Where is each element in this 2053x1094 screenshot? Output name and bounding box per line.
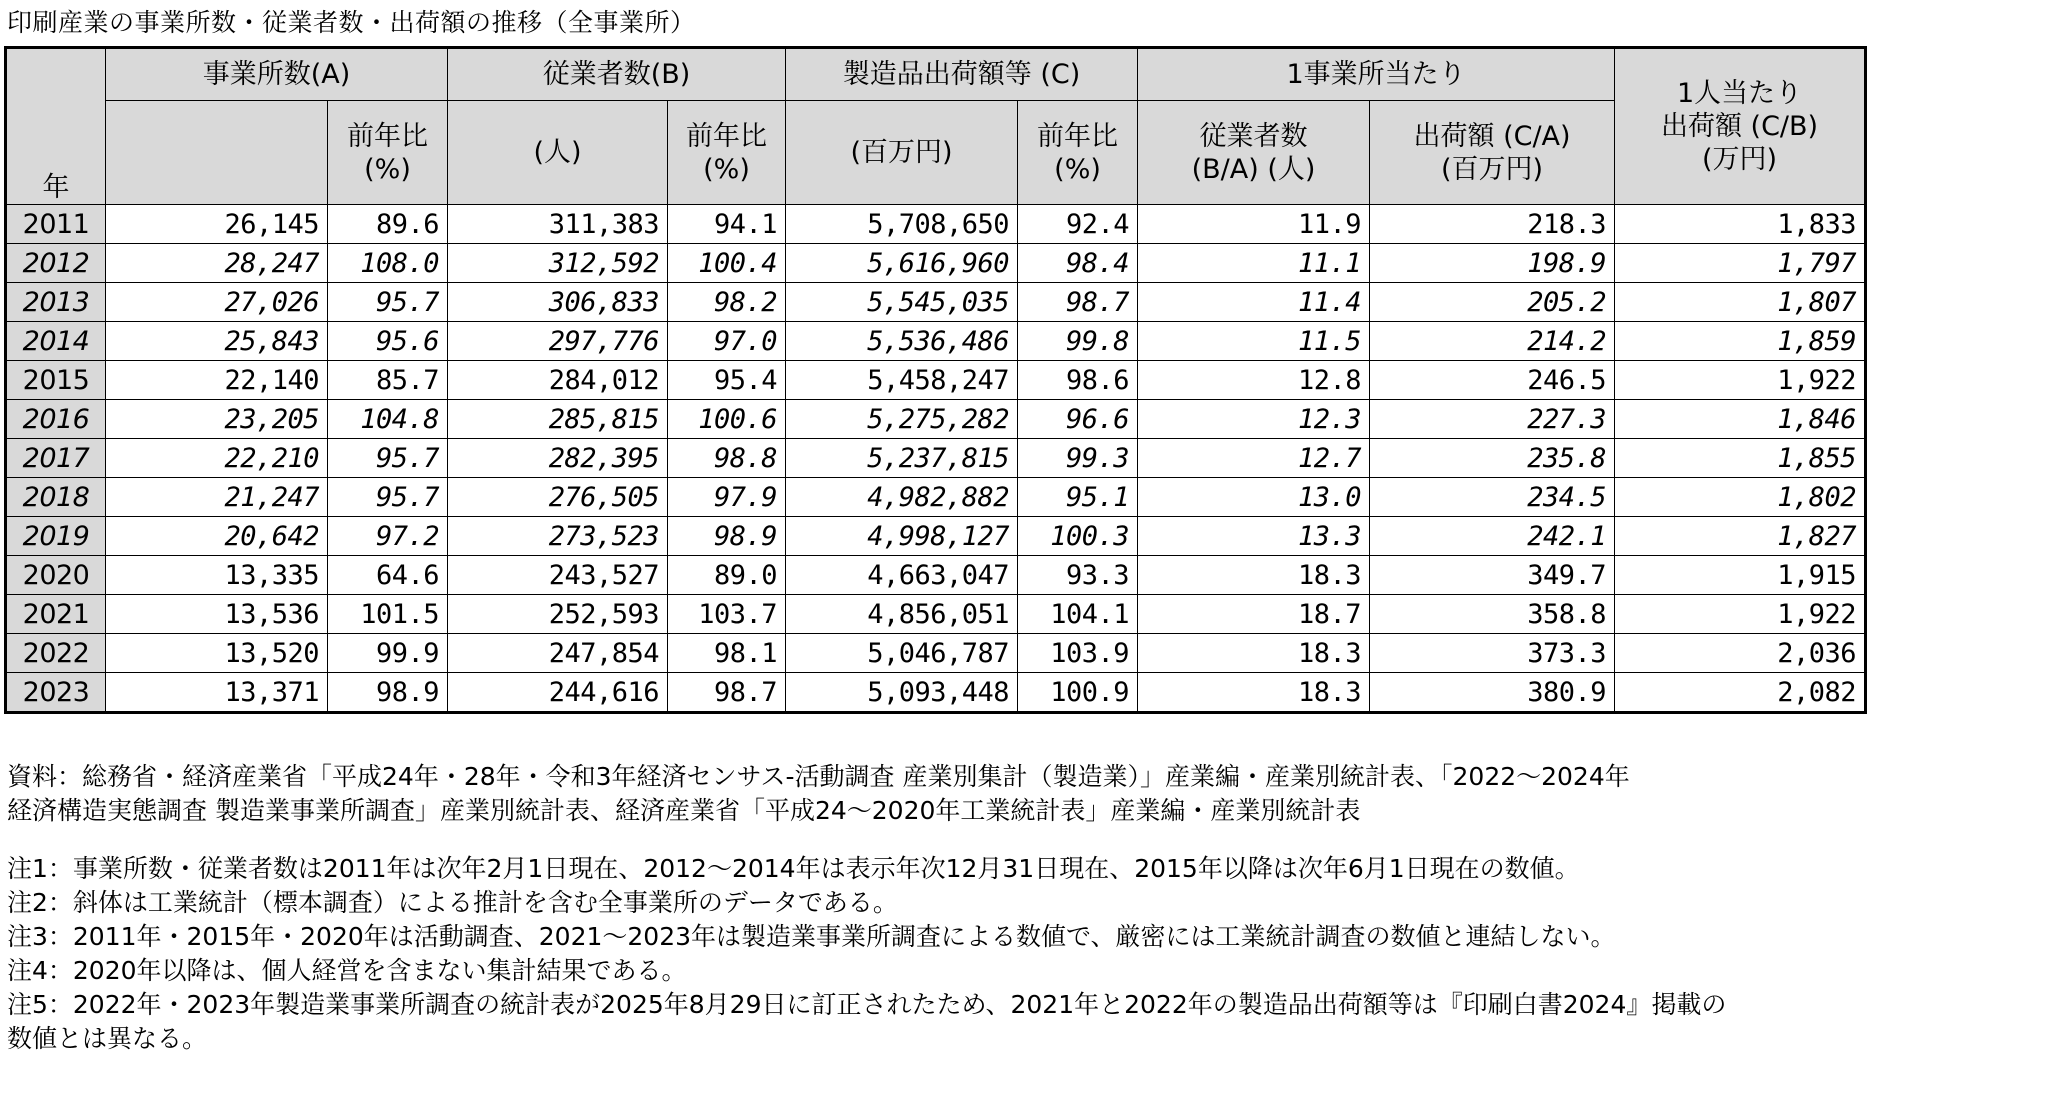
- year-cell: 2019: [6, 517, 106, 556]
- emp-per-est-cell: 18.3: [1138, 634, 1370, 673]
- yoy-unit: (%): [703, 153, 750, 185]
- employees-yoy-cell: 98.8: [668, 439, 786, 478]
- ship-per-est-cell: 373.3: [1370, 634, 1615, 673]
- shipments-yoy-cell: 98.6: [1018, 361, 1138, 400]
- employees-cell: 247,854: [448, 634, 668, 673]
- note-2: 注2：斜体は工業統計（標本調査）による推計を含む全事業所のデータである。: [7, 888, 898, 917]
- employees-cell: 312,592: [448, 244, 668, 283]
- shipments-cell: 5,237,815: [786, 439, 1018, 478]
- shipments-header: 製造品出荷額等 (C): [786, 48, 1138, 101]
- employees-yoy-cell: 89.0: [668, 556, 786, 595]
- employees-yoy-cell: 98.9: [668, 517, 786, 556]
- employees-cell: 252,593: [448, 595, 668, 634]
- shipments-cell: 4,998,127: [786, 517, 1018, 556]
- establishments-cell: 28,247: [106, 244, 328, 283]
- ship-per-est-cell: 234.5: [1370, 478, 1615, 517]
- table-row: [6, 439, 1866, 478]
- establishments-header: 事業所数(A): [106, 48, 448, 101]
- establishments-cell: 21,247: [106, 478, 328, 517]
- emp-per-est-cell: 18.3: [1138, 556, 1370, 595]
- note-3: 注3：2011年・2015年・2020年は活動調査、2021～2023年は製造業事業所調査による数値で、厳密には工業統計調査の数値と連結しない。: [7, 922, 1616, 951]
- table-row: [6, 517, 1866, 556]
- shipments-cell: 4,663,047: [786, 556, 1018, 595]
- shipments-cell: 5,458,247: [786, 361, 1018, 400]
- shipments-yoy-cell: 98.4: [1018, 244, 1138, 283]
- establishments-sub-blank: [106, 101, 328, 205]
- year-cell: 2020: [6, 556, 106, 595]
- establishments-cell: 22,140: [106, 361, 328, 400]
- table-row: [6, 478, 1866, 517]
- header-row-1: [6, 48, 1866, 101]
- employees-cell: 243,527: [448, 556, 668, 595]
- per-person-line1: 1人当たり: [1676, 78, 1803, 109]
- emp-per-est-cell: 11.9: [1138, 205, 1370, 244]
- establishments-yoy-header: [328, 101, 448, 205]
- shipments-cell: 5,545,035: [786, 283, 1018, 322]
- shipments-cell: 5,536,486: [786, 322, 1018, 361]
- emp-per-est-cell: 18.3: [1138, 673, 1370, 713]
- ship-per-est-cell: 235.8: [1370, 439, 1615, 478]
- per-person-line3: (万円): [1701, 144, 1778, 175]
- ship-per-est-label: 出荷額 (C/A): [1413, 120, 1571, 152]
- ship-per-est-header: [1370, 101, 1615, 205]
- per-person-cell: 1,846: [1615, 400, 1866, 439]
- establishments-yoy-cell: 108.0: [328, 244, 448, 283]
- yoy-label: 前年比: [347, 120, 428, 152]
- shipments-yoy-cell: 93.3: [1018, 556, 1138, 595]
- emp-per-est-cell: 11.1: [1138, 244, 1370, 283]
- yoy-label: 前年比: [1037, 120, 1119, 152]
- ship-per-est-cell: 205.2: [1370, 283, 1615, 322]
- emp-per-est-cell: 18.7: [1138, 595, 1370, 634]
- ship-per-est-cell: 246.5: [1370, 361, 1615, 400]
- year-cell: 2014: [6, 322, 106, 361]
- ship-per-est-cell: 242.1: [1370, 517, 1615, 556]
- establishments-yoy-cell: 97.2: [328, 517, 448, 556]
- employees-cell: 282,395: [448, 439, 668, 478]
- data-table: [4, 46, 1867, 714]
- establishments-cell: 13,536: [106, 595, 328, 634]
- year-cell: 2015: [6, 361, 106, 400]
- shipments-cell: 4,982,882: [786, 478, 1018, 517]
- employees-yoy-cell: 100.6: [668, 400, 786, 439]
- ship-per-est-cell: 198.9: [1370, 244, 1615, 283]
- emp-per-est-cell: 12.3: [1138, 400, 1370, 439]
- year-header: 年: [6, 48, 106, 205]
- employees-cell: 285,815: [448, 400, 668, 439]
- establishments-yoy-cell: 101.5: [328, 595, 448, 634]
- year-cell: 2017: [6, 439, 106, 478]
- establishments-cell: 20,642: [106, 517, 328, 556]
- shipments-yoy-cell: 96.6: [1018, 400, 1138, 439]
- establishments-yoy-cell: 95.6: [328, 322, 448, 361]
- year-cell: 2023: [6, 673, 106, 713]
- establishments-cell: 13,371: [106, 673, 328, 713]
- employees-yoy-cell: 103.7: [668, 595, 786, 634]
- employees-header: 従業者数(B): [448, 48, 786, 101]
- year-cell: 2011: [6, 205, 106, 244]
- per-person-line2: 出荷額 (C/B): [1660, 111, 1819, 142]
- shipments-yoy-cell: 100.3: [1018, 517, 1138, 556]
- shipments-cell: 5,275,282: [786, 400, 1018, 439]
- year-cell: 2016: [6, 400, 106, 439]
- establishments-yoy-cell: 99.9: [328, 634, 448, 673]
- header-row-2: [6, 101, 1866, 205]
- emp-per-est-cell: 11.5: [1138, 322, 1370, 361]
- note-5: 注5：2022年・2023年製造業事業所調査の統計表が2025年8月29日に訂正されたため、2021年と2022年の製造品出荷額等は『印刷白書2024』掲載の: [7, 990, 1727, 1019]
- ship-per-est-cell: 380.9: [1370, 673, 1615, 713]
- shipments-yoy-cell: 100.9: [1018, 673, 1138, 713]
- employees-cell: 284,012: [448, 361, 668, 400]
- shipments-yoy-cell: 98.7: [1018, 283, 1138, 322]
- per-person-cell: 1,833: [1615, 205, 1866, 244]
- employees-yoy-cell: 97.9: [668, 478, 786, 517]
- establishments-yoy-cell: 95.7: [328, 478, 448, 517]
- shipments-cell: 5,708,650: [786, 205, 1018, 244]
- establishments-yoy-cell: 98.9: [328, 673, 448, 713]
- year-cell: 2021: [6, 595, 106, 634]
- table-row: [6, 595, 1866, 634]
- per-person-cell: 1,922: [1615, 595, 1866, 634]
- per-establishment-header: 1事業所当たり: [1138, 48, 1615, 101]
- notes-section: [7, 760, 1726, 1056]
- establishments-yoy-cell: 64.6: [328, 556, 448, 595]
- emp-per-est-cell: 13.0: [1138, 478, 1370, 517]
- note-1: 注1：事業所数・従業者数は2011年は次年2月1日現在、2012～2014年は表示年次12月31日現在、2015年以降は次年6月1日現在の数値。: [7, 854, 1580, 883]
- shipments-yoy-cell: 99.3: [1018, 439, 1138, 478]
- employees-yoy-cell: 98.1: [668, 634, 786, 673]
- table-row: [6, 673, 1866, 713]
- ship-per-est-cell: 218.3: [1370, 205, 1615, 244]
- shipments-yoy-cell: 95.1: [1018, 478, 1138, 517]
- establishments-yoy-cell: 89.6: [328, 205, 448, 244]
- employees-cell: 297,776: [448, 322, 668, 361]
- ship-per-est-cell: 214.2: [1370, 322, 1615, 361]
- per-person-cell: 1,915: [1615, 556, 1866, 595]
- emp-per-est-unit: (B/A) (人): [1191, 153, 1316, 185]
- shipments-cell: 4,856,051: [786, 595, 1018, 634]
- employees-unit-header: (人): [448, 101, 668, 205]
- emp-per-est-label: 従業者数: [1199, 120, 1308, 152]
- shipments-yoy-cell: 104.1: [1018, 595, 1138, 634]
- establishments-cell: 26,145: [106, 205, 328, 244]
- note-4: 注4：2020年以降は、個人経営を含まない集計結果である。: [7, 956, 687, 985]
- emp-per-est-header: [1138, 101, 1370, 205]
- ship-per-est-cell: 358.8: [1370, 595, 1615, 634]
- establishments-yoy-cell: 85.7: [328, 361, 448, 400]
- employees-yoy-cell: 95.4: [668, 361, 786, 400]
- per-person-cell: 1,807: [1615, 283, 1866, 322]
- per-person-cell: 1,827: [1615, 517, 1866, 556]
- page-title: 印刷産業の事業所数・従業者数・出荷額の推移（全事業所）: [7, 8, 696, 37]
- establishments-cell: 13,520: [106, 634, 328, 673]
- shipments-yoy-cell: 92.4: [1018, 205, 1138, 244]
- year-cell: 2022: [6, 634, 106, 673]
- yoy-unit: (%): [364, 153, 411, 185]
- table-row: [6, 244, 1866, 283]
- shipments-yoy-cell: 103.9: [1018, 634, 1138, 673]
- employees-yoy-cell: 97.0: [668, 322, 786, 361]
- table-row: [6, 361, 1866, 400]
- employees-cell: 276,505: [448, 478, 668, 517]
- source-line-1: 資料：総務省・経済産業省「平成24年・28年・令和3年経済センサス‐活動調査 産業別集計（製造業）」産業編・産業別統計表、「2022～2024年: [7, 762, 1630, 791]
- employees-yoy-header: [668, 101, 786, 205]
- employees-cell: 244,616: [448, 673, 668, 713]
- source-line-2: 経済構造実態調査 製造業事業所調査」産業別統計表、経済産業省「平成24～2020年工業統計表」産業編・産業別統計表: [7, 796, 1361, 825]
- employees-cell: 311,383: [448, 205, 668, 244]
- establishments-yoy-cell: 104.8: [328, 400, 448, 439]
- shipments-cell: 5,046,787: [786, 634, 1018, 673]
- shipments-cell: 5,093,448: [786, 673, 1018, 713]
- ship-per-est-cell: 349.7: [1370, 556, 1615, 595]
- per-person-cell: 1,797: [1615, 244, 1866, 283]
- table-row: [6, 400, 1866, 439]
- employees-cell: 306,833: [448, 283, 668, 322]
- table-row: [6, 634, 1866, 673]
- establishments-yoy-cell: 95.7: [328, 439, 448, 478]
- table-row: [6, 322, 1866, 361]
- table-row: [6, 205, 1866, 244]
- year-cell: 2018: [6, 478, 106, 517]
- emp-per-est-cell: 12.7: [1138, 439, 1370, 478]
- per-person-cell: 1,855: [1615, 439, 1866, 478]
- note-5-cont: 数値とは異なる。: [7, 1024, 208, 1053]
- emp-per-est-cell: 12.8: [1138, 361, 1370, 400]
- table-body: [6, 205, 1866, 713]
- shipments-yoy-header: [1018, 101, 1138, 205]
- yoy-label: 前年比: [686, 120, 768, 152]
- establishments-yoy-cell: 95.7: [328, 283, 448, 322]
- emp-per-est-cell: 11.4: [1138, 283, 1370, 322]
- per-person-cell: 2,082: [1615, 673, 1866, 713]
- per-person-header: [1615, 48, 1866, 205]
- yoy-unit: (%): [1054, 153, 1101, 185]
- table-row: [6, 556, 1866, 595]
- per-person-cell: 1,859: [1615, 322, 1866, 361]
- establishments-cell: 13,335: [106, 556, 328, 595]
- per-person-cell: 1,802: [1615, 478, 1866, 517]
- shipments-unit-header: (百万円): [786, 101, 1018, 205]
- employees-cell: 273,523: [448, 517, 668, 556]
- shipments-yoy-cell: 99.8: [1018, 322, 1138, 361]
- employees-yoy-cell: 94.1: [668, 205, 786, 244]
- table-row: [6, 283, 1866, 322]
- employees-yoy-cell: 100.4: [668, 244, 786, 283]
- per-person-cell: 2,036: [1615, 634, 1866, 673]
- shipments-cell: 5,616,960: [786, 244, 1018, 283]
- per-person-cell: 1,922: [1615, 361, 1866, 400]
- establishments-cell: 27,026: [106, 283, 328, 322]
- establishments-cell: 22,210: [106, 439, 328, 478]
- year-cell: 2013: [6, 283, 106, 322]
- employees-yoy-cell: 98.7: [668, 673, 786, 713]
- establishments-cell: 23,205: [106, 400, 328, 439]
- ship-per-est-unit: (百万円): [1440, 153, 1544, 185]
- year-cell: 2012: [6, 244, 106, 283]
- employees-yoy-cell: 98.2: [668, 283, 786, 322]
- establishments-cell: 25,843: [106, 322, 328, 361]
- emp-per-est-cell: 13.3: [1138, 517, 1370, 556]
- ship-per-est-cell: 227.3: [1370, 400, 1615, 439]
